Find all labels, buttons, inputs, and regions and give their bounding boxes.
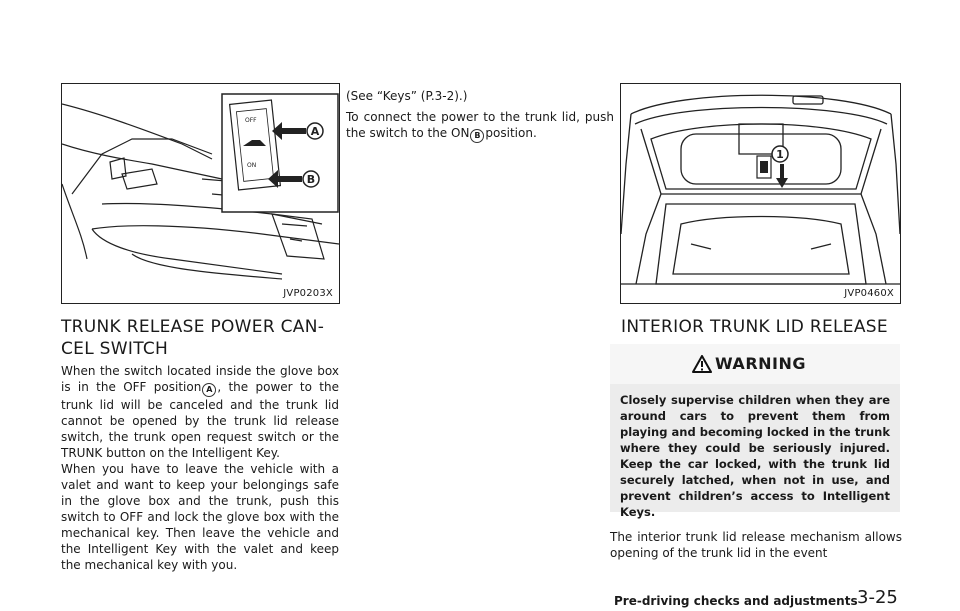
warning-icon — [692, 355, 712, 373]
position-b-badge: B — [470, 129, 484, 143]
warning-text: Closely supervise children when they are around cars to prevent them from playing and becoming locked in the trunk where they could be seriously injured. Keep the car locked, with the trunk lid securely latched, when not in use, and prevent children’s access to Intelligent Keys. — [620, 393, 890, 519]
paragraph: When the switch located inside the glove box is in the OFF position A , the power to the trunk lid will be canceled and the trunk lid cannot be opened by the trunk lid release switch, the trunk open request switch or the TRUNK button on the Intelligent Key. — [61, 364, 339, 460]
figure-caption: JVP0460X — [844, 288, 894, 299]
position-a-badge: A — [202, 383, 216, 397]
warning-header — [610, 344, 900, 384]
footer-section-label: Pre-driving checks and adjustments — [614, 594, 858, 608]
marker-a-label: A — [310, 125, 320, 138]
paragraph: The interior trunk lid release mechanism allows opening of the trunk lid in the event — [610, 530, 902, 560]
switch-off-label: OFF — [245, 117, 257, 124]
paragraph: (See “Keys” (P.3-2).) — [346, 89, 468, 103]
section-heading: INTERIOR TRUNK LID RELEASE — [621, 317, 888, 337]
heading-line-1: TRUNK RELEASE POWER CAN- — [61, 317, 325, 337]
heading-line-2: CEL SWITCH — [61, 339, 169, 359]
warning-box — [610, 344, 900, 519]
figure-caption: JVP0203X — [283, 288, 333, 299]
switch-on-label: ON — [247, 162, 257, 169]
paragraph: When you have to leave the vehicle with a valet and want to keep your belongings safe in the glove box and the trunk, push this switch to OFF and lock the glove box with the mechanical key. Then leave the vehicle and the Intelligent Key with the valet and keep the mechanical key with you. — [61, 462, 339, 572]
warning-title: WARNING — [715, 354, 806, 373]
paragraph: To connect the power to the trunk lid, push the switch to the ON B position. — [346, 109, 614, 143]
page-number: 3-25 — [857, 587, 898, 608]
glove-box-figure — [61, 83, 340, 304]
section-heading — [61, 316, 351, 360]
glove-box-illustration — [62, 84, 339, 303]
trunk-interior-illustration — [621, 84, 900, 303]
marker-b-label: B — [306, 173, 316, 186]
marker-1-label: 1 — [776, 148, 784, 161]
trunk-interior-figure — [620, 83, 901, 304]
